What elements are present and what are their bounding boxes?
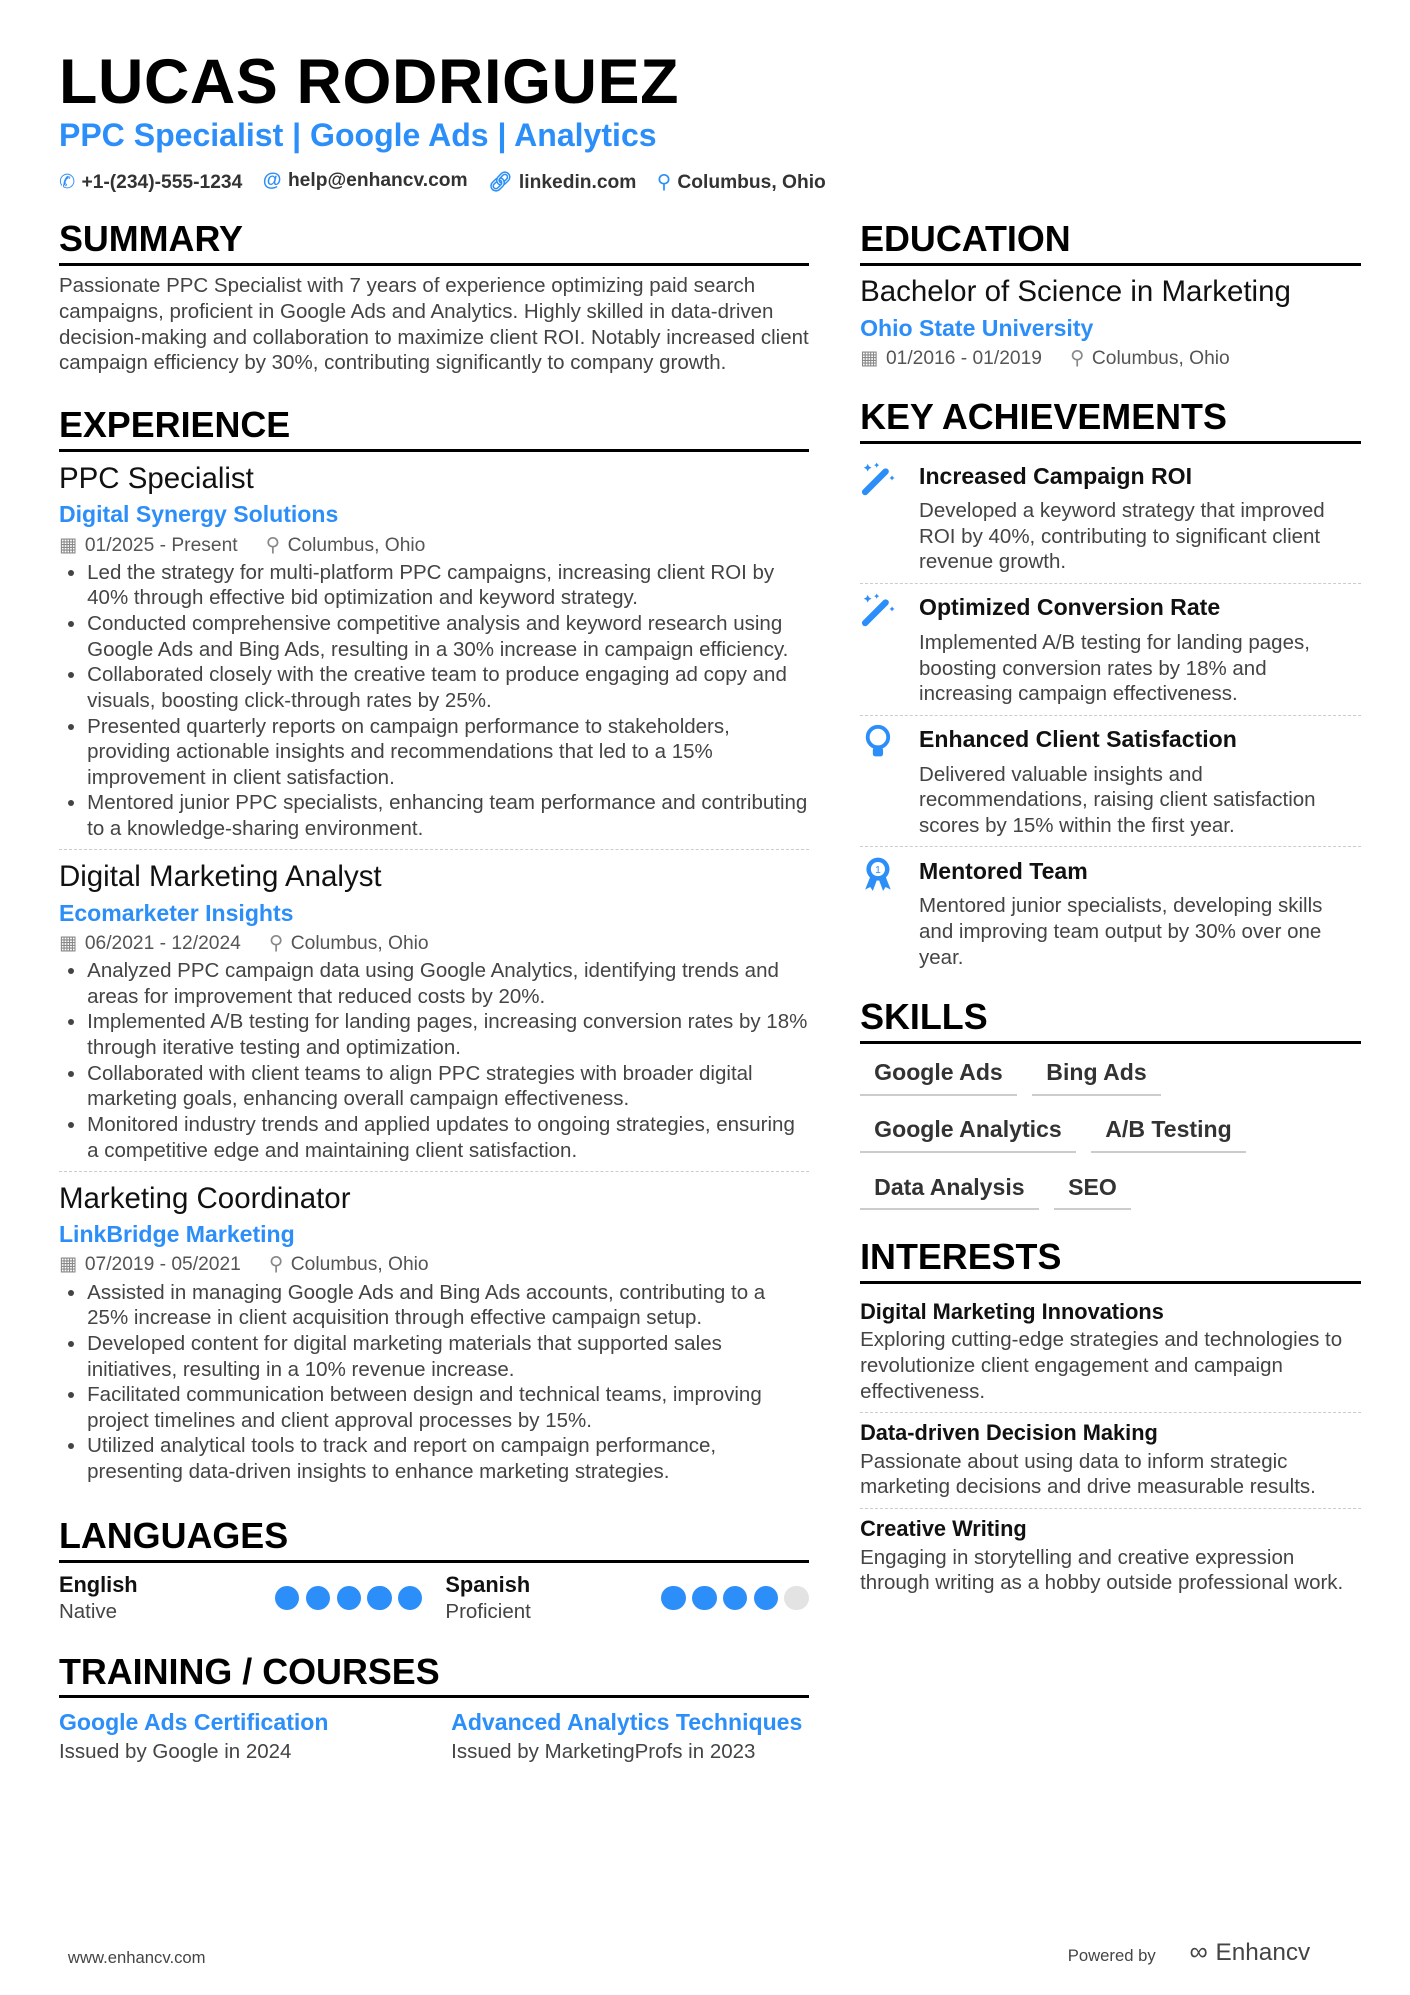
contact-linkedin[interactable]	[488, 170, 636, 194]
job-role: Marketing Coordinator	[58, 1181, 351, 1215]
bullet-item: • Collaborated with client teams to align PPC strategies with broader digital marketing goals, enhancing overall campaign effectiveness.	[87, 1061, 809, 1112]
language-name: English	[58, 1572, 138, 1598]
phone-text: +1-(234)-555-1234	[81, 172, 243, 194]
rating-dot	[754, 1586, 778, 1610]
skill-tag: A/B Testing	[1091, 1111, 1246, 1153]
achievement-title: Mentored Team	[919, 857, 1088, 884]
magic-wand-icon	[860, 591, 919, 706]
achievement-title: Enhanced Client Satisfaction	[919, 726, 1237, 753]
job-bullets	[59, 1280, 809, 1485]
language-item	[59, 1571, 422, 1625]
education-location: Columbus, Ohio	[1091, 348, 1230, 370]
language-text	[59, 1571, 275, 1625]
location-icon: ⚲	[269, 932, 284, 954]
location-icon: ⚲	[656, 172, 671, 194]
rating-dot	[784, 1586, 808, 1610]
bullet-item: • Facilitated communication between design and technical teams, improving project timelines and client approval processes by 15%.	[87, 1382, 809, 1433]
candidate-title: PPC Specialist | Google Ads | Analytics	[58, 116, 657, 153]
job-role: Digital Marketing Analyst	[58, 860, 382, 894]
job-location-wrap	[269, 930, 429, 958]
job-bullets	[59, 958, 809, 1163]
course-item	[59, 1706, 451, 1765]
achievement-item	[860, 847, 1361, 978]
phone-icon: ✆	[58, 172, 76, 194]
bullet-item: • Implemented A/B testing for landing pages, increasing conversion rates by 18% through iterative testing and optimization.	[87, 1009, 809, 1060]
svg-text:1: 1	[875, 864, 881, 876]
location-icon: ⚲	[269, 1254, 284, 1276]
job-meta	[59, 1251, 809, 1279]
section-title: INTERESTS	[860, 1236, 1361, 1284]
summary-section	[59, 218, 809, 376]
job-dates-wrap	[59, 1251, 241, 1279]
job-company: Digital Synergy Solutions	[58, 501, 339, 528]
interest-title: Data-driven Decision Making	[860, 1420, 1158, 1446]
section-title: TRAINING / COURSES	[59, 1651, 809, 1699]
bullet-item: • Led the strategy for multi-platform PPC campaigns, increasing client ROI by 40% through effective bid optimization and keyword strategy.	[87, 560, 809, 611]
calendar-icon: ▦	[58, 534, 78, 556]
location-text: Columbus, Ohio	[677, 172, 826, 194]
job-entry	[59, 460, 809, 851]
rating-dot	[661, 1586, 685, 1610]
bullet-item: • Developed content for digital marketing materials that supported sales initiatives, resulting in a 10% revenue increase.	[87, 1331, 809, 1382]
course-desc: Issued by Google in 2024	[58, 1740, 292, 1764]
achievement-text	[919, 460, 1361, 575]
education-dates: 01/2016 - 01/2019	[885, 348, 1042, 370]
job-dates: 07/2019 - 05/2021	[84, 1254, 241, 1276]
language-level: Proficient	[445, 1600, 531, 1624]
candidate-name: LUCAS RODRIGUEZ	[58, 47, 680, 118]
achievement-text	[919, 591, 1361, 706]
bullet-item: • Collaborated closely with the creative team to produce engaging ad copy and visuals, boosting click-through rates by 25%.	[87, 662, 809, 713]
bullet-item: • Analyzed PPC campaign data using Google Analytics, identifying trends and areas for improvement that reduced costs by 20%.	[87, 958, 809, 1009]
achievement-desc: Delivered valuable insights and recommendations, raising client satisfaction scores by 15% within the first year.	[919, 762, 1316, 837]
email-text[interactable]: help@enhancv.com	[287, 170, 468, 192]
job-role: PPC Specialist	[58, 461, 254, 495]
powered-by: Powered by	[1067, 1945, 1156, 1965]
interest-item	[860, 1291, 1361, 1413]
contact-location	[657, 170, 826, 194]
summary-text: Passionate PPC Specialist with 7 years of experience optimizing paid search campaigns, proficient in Google Ads and Analytics. Highly skilled in data-driven decision-making and collaboration to maximize client ROI. Notably increased client campaign efficiency by 30%, contributing significantly to company growth.	[58, 274, 809, 375]
footer-url[interactable]: www.enhancv.com	[67, 1948, 206, 1968]
education-meta	[860, 345, 1361, 373]
education-section	[860, 218, 1361, 374]
lightbulb-icon	[860, 723, 919, 838]
course-title: Google Ads Certification	[58, 1709, 329, 1736]
rating-dot	[723, 1586, 747, 1610]
achievement-item	[860, 452, 1361, 584]
interest-desc: Engaging in storytelling and creative expression through writing as a hobby outside professional work.	[860, 1545, 1344, 1595]
location-icon: ⚲	[265, 534, 280, 556]
job-dates-wrap	[59, 930, 241, 958]
skill-tag: Data Analysis	[860, 1168, 1039, 1210]
linkedin-text[interactable]: linkedin.com	[518, 172, 637, 194]
achievement-item	[860, 716, 1361, 848]
rating-dot	[692, 1586, 716, 1610]
section-title: EDUCATION	[860, 218, 1361, 266]
bullet-item: • Utilized analytical tools to track and report on campaign performance, presenting data-driven insights to enhance marketing strategies.	[87, 1433, 809, 1484]
section-title: SUMMARY	[59, 218, 809, 266]
link-icon: 🔗︎	[488, 172, 513, 194]
bullet-item: • Assisted in managing Google Ads and Bing Ads accounts, contributing to a 25% increase in client acquisition through effective campaign setup.	[87, 1280, 809, 1331]
job-location: Columbus, Ohio	[290, 1254, 429, 1276]
achievement-text	[919, 723, 1361, 838]
interests-section	[860, 1236, 1361, 1604]
achievement-desc: Mentored junior specialists, developing skills and improving team output by 30% over one year.	[919, 894, 1323, 969]
language-level: Native	[58, 1600, 118, 1624]
at-icon: @	[262, 170, 282, 192]
rating-dot	[306, 1586, 330, 1610]
languages-section	[59, 1515, 809, 1624]
language-rating	[275, 1586, 422, 1610]
skill-tag: Bing Ads	[1032, 1054, 1161, 1096]
experience-section	[59, 404, 809, 1492]
contact-email[interactable]	[263, 170, 468, 194]
achievement-title: Increased Campaign ROI	[919, 462, 1193, 489]
language-rating	[661, 1586, 808, 1610]
bullet-item: • Mentored junior PPC specialists, enhancing team performance and contributing to a knowledge-sharing environment.	[87, 790, 809, 841]
award-ribbon-icon	[860, 855, 919, 970]
magic-wand-icon	[860, 460, 919, 575]
skill-tag: Google Ads	[860, 1054, 1017, 1096]
job-company: LinkBridge Marketing	[58, 1221, 295, 1248]
skill-tag: Google Analytics	[860, 1111, 1076, 1153]
interest-desc: Exploring cutting-edge strategies and technologies to revolutionize client engagement and campaign effectiveness.	[860, 1328, 1343, 1403]
job-dates-wrap	[59, 532, 238, 560]
job-meta	[59, 930, 809, 958]
contact-bar	[59, 170, 826, 194]
job-location: Columbus, Ohio	[290, 932, 429, 954]
job-location: Columbus, Ohio	[287, 534, 426, 556]
contact-phone	[59, 170, 242, 194]
rating-dot	[398, 1586, 422, 1610]
skill-tag: SEO	[1054, 1168, 1131, 1210]
rating-dot	[275, 1586, 299, 1610]
job-meta	[59, 532, 809, 560]
rating-dot	[337, 1586, 361, 1610]
calendar-icon: ▦	[58, 932, 78, 954]
logo-text: Enhancv	[1215, 1938, 1311, 1966]
section-title: KEY ACHIEVEMENTS	[860, 396, 1361, 444]
location-icon: ⚲	[1070, 348, 1085, 370]
achievement-text	[919, 855, 1361, 970]
degree: Bachelor of Science in Marketing	[860, 275, 1291, 309]
job-dates: 01/2025 - Present	[84, 534, 238, 556]
achievement-item	[860, 584, 1361, 716]
interest-desc: Passionate about using data to inform strategic marketing decisions and drive measurable results.	[860, 1449, 1316, 1499]
job-entry	[59, 1180, 809, 1493]
achievement-desc: Developed a keyword strategy that improved ROI by 40%, contributing to significant client revenue growth.	[919, 499, 1325, 574]
school: Ohio State University	[860, 314, 1094, 341]
course-desc: Issued by MarketingProfs in 2023	[451, 1740, 756, 1764]
achievement-title: Optimized Conversion Rate	[919, 594, 1221, 621]
enhancv-logo	[1190, 1938, 1311, 1967]
section-title: SKILLS	[860, 996, 1361, 1044]
skills-section	[860, 996, 1361, 1210]
interest-item	[860, 1413, 1361, 1509]
achievement-desc: Implemented A/B testing for landing pages, boosting conversion rates by 18% and increasing campaign effectiveness.	[919, 630, 1310, 706]
bullet-item: • Presented quarterly reports on campaign performance to stakeholders, providing actionable insights and recommendations that led to a 15% improvement in client satisfaction.	[87, 714, 809, 791]
section-title: LANGUAGES	[59, 1515, 809, 1563]
course-title: Advanced Analytics Techniques	[451, 1709, 803, 1736]
calendar-icon: ▦	[58, 1254, 78, 1276]
interest-item	[860, 1509, 1361, 1604]
job-location-wrap	[266, 532, 426, 560]
job-entry	[59, 858, 809, 1172]
section-title: EXPERIENCE	[59, 404, 809, 452]
bullet-item: • Monitored industry trends and applied updates to ongoing strategies, ensuring a competitive edge and maintaining client satisfaction.	[87, 1112, 809, 1163]
interest-title: Creative Writing	[860, 1515, 1027, 1541]
language-name: Spanish	[445, 1572, 531, 1598]
achievements-section	[860, 396, 1361, 978]
course-item	[451, 1706, 802, 1765]
job-bullets	[59, 560, 809, 842]
language-text	[445, 1571, 661, 1625]
logo-mark-icon: ∞	[1189, 1938, 1208, 1967]
interest-title: Digital Marketing Innovations	[860, 1298, 1164, 1324]
rating-dot	[367, 1586, 391, 1610]
job-company: Ecomarketer Insights	[58, 899, 294, 926]
language-item	[445, 1571, 808, 1625]
right-column	[860, 218, 1361, 1604]
bullet-item: • Conducted comprehensive competitive analysis and keyword research using Google Ads and Bing Ads, resulting in a 30% increase in campaign efficiency.	[87, 611, 809, 662]
calendar-icon: ▦	[860, 348, 879, 370]
job-dates: 06/2021 - 12/2024	[84, 932, 241, 954]
left-column	[59, 218, 809, 1765]
training-section	[59, 1651, 809, 1766]
job-location-wrap	[269, 1251, 429, 1279]
